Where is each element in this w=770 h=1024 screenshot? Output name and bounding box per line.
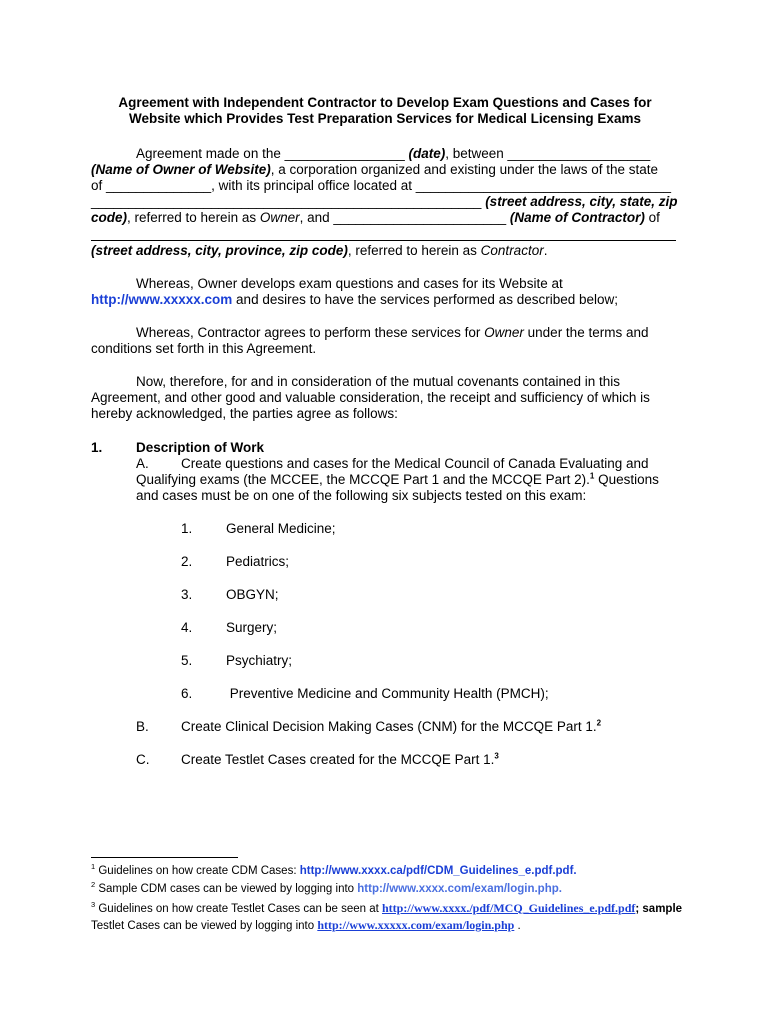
date-blank[interactable]: ________________ — [284, 146, 405, 161]
contractor-address-rule[interactable] — [91, 240, 676, 241]
footnote-3-line-2 — [91, 918, 521, 933]
contractor-name-blank[interactable]: _______________________ — [333, 210, 507, 225]
whereas-2-line-1 — [91, 325, 648, 341]
text: , and — [299, 210, 334, 225]
text: Agreement made on the — [136, 146, 285, 161]
intro-line-3 — [91, 178, 671, 194]
item-a-letter: A. — [136, 456, 149, 471]
item-b-letter: B. — [136, 719, 149, 734]
text: of — [91, 178, 107, 193]
cdm-login-link[interactable]: http://www.xxxx.com/exam/login.php. — [357, 883, 562, 895]
whereas-1-line-2 — [91, 292, 618, 308]
footnote-ref-1[interactable]: 1 — [589, 471, 595, 481]
footnote-number: 1 — [91, 862, 96, 872]
contractor-label: (Name of Contractor) — [509, 210, 645, 225]
footnote-3 — [91, 901, 682, 916]
text: , with its principal office located at — [211, 178, 416, 193]
whereas-2-line-2: conditions set forth in this Agreement. — [91, 341, 317, 356]
subject-number: 2. — [181, 554, 193, 569]
subject-psychiatry: Psychiatry; — [226, 653, 293, 668]
text: and desires to have the services performed as described below; — [232, 292, 619, 307]
subject-surgery: Surgery; — [226, 620, 278, 635]
subject-obgyn: OBGYN; — [226, 587, 279, 602]
subject-pediatrics: Pediatrics; — [226, 554, 290, 569]
footnote-1 — [91, 864, 577, 878]
footnote-number: 3 — [91, 900, 96, 910]
text: , a corporation organized and existing under the laws of the state — [270, 162, 659, 177]
subject-general-medicine: General Medicine; — [226, 521, 336, 536]
contractor-address-label: (street address, city, province, zip code) — [91, 243, 348, 258]
footnote-separator — [91, 857, 238, 858]
now-line-2: Agreement, and other good and valuable consideration, the receipt and sufficiency of which is — [91, 390, 650, 405]
owner-label: (Name of Owner of Website) — [91, 162, 271, 177]
text: , referred to herein as — [127, 210, 260, 225]
text: , between — [445, 146, 508, 161]
text: . — [543, 243, 548, 258]
text: Now, therefore, for and in consideration of the mutual covenants contained in this — [136, 374, 621, 389]
text: of — [644, 210, 660, 225]
subject-number: 3. — [181, 587, 193, 602]
text: Whereas, Owner develops exam questions and cases for its Website at — [136, 276, 563, 291]
subject-number: 6. — [181, 686, 193, 701]
subject-number: 1. — [181, 521, 193, 536]
footnote-2 — [91, 882, 562, 896]
website-link[interactable]: http://www.xxxxx.com — [91, 292, 233, 307]
document-title-line-1: Agreement with Independent Contractor to Develop Exam Questions and Cases for — [118, 95, 652, 110]
text: Questions — [594, 472, 659, 487]
now-line-3: hereby acknowledged, the parties agree as follows: — [91, 406, 398, 421]
text: Guidelines on how create Testlet Cases can be seen at — [95, 903, 382, 915]
text: . — [514, 920, 521, 932]
subject-number: 4. — [181, 620, 193, 635]
intro-line-5 — [91, 210, 660, 226]
text: Testlet Cases can be viewed by logging into — [91, 920, 318, 932]
footnote-ref-3[interactable]: 3 — [494, 751, 499, 761]
text: Guidelines on how create CDM Cases: — [95, 865, 300, 877]
item-a-line-1: Create questions and cases for the Medical Council of Canada Evaluating and — [181, 456, 649, 471]
whereas-1-line-1 — [91, 276, 563, 292]
intro-line-2 — [91, 162, 658, 178]
document-title-line-2: Website which Provides Test Preparation Services for Medical Licensing Exams — [129, 111, 641, 126]
owner-word: Owner — [259, 210, 300, 225]
intro-line-6 — [91, 243, 547, 259]
text: Create Testlet Cases created for the MCCQE Part 1. — [181, 752, 495, 767]
text: Create Clinical Decision Making Cases (CNM) for the MCCQE Part 1. — [181, 719, 597, 734]
item-b-text — [181, 719, 601, 735]
owner-blank[interactable]: ___________________ — [507, 146, 651, 161]
text: Sample CDM cases can be viewed by logging into — [95, 883, 358, 895]
cdm-guidelines-link[interactable]: http://www.xxxx.ca/pdf/CDM_Guidelines_e.pdf.pdf. — [299, 865, 577, 877]
owner-address-label-end: code) — [91, 210, 128, 225]
date-label: (date) — [408, 146, 446, 161]
now-line-1 — [91, 374, 620, 390]
section-1-number: 1. — [91, 440, 103, 455]
text: , referred to herein as — [347, 243, 481, 258]
owner-address-label: (street address, city, state, zip — [485, 194, 678, 209]
text: ; sample — [635, 903, 683, 915]
item-a-line-2 — [136, 472, 659, 488]
owner-address-blank-2[interactable]: ____________________________________________________ — [91, 194, 482, 209]
intro-line-1 — [91, 146, 650, 162]
intro-line-4 — [91, 194, 678, 210]
text: under the terms and — [523, 325, 649, 340]
testlet-login-link[interactable]: http://www.xxxxx.com/exam/login.php — [317, 918, 515, 932]
item-c-text — [181, 752, 499, 768]
owner-word: Owner — [484, 325, 524, 340]
item-c-letter: C. — [136, 752, 150, 767]
section-1-heading: Description of Work — [136, 440, 265, 455]
text: Whereas, Contractor agrees to perform these services for — [136, 325, 485, 340]
mcq-guidelines-link[interactable]: http://www.xxxx./pdf/MCQ_Guidelines_e.pdf.pdf — [382, 901, 636, 915]
subject-pmch: Preventive Medicine and Community Health (PMCH); — [226, 686, 549, 701]
state-blank[interactable]: ______________ — [106, 178, 212, 193]
contractor-word: Contractor — [480, 243, 544, 258]
footnote-ref-2[interactable]: 2 — [596, 718, 602, 728]
footnote-number: 2 — [91, 880, 96, 890]
subject-number: 5. — [181, 653, 193, 668]
text: Qualifying exams (the MCCEE, the MCCQE Part 1 and the MCCQE Part 2). — [136, 472, 590, 487]
owner-address-blank-1[interactable]: __________________________________ — [415, 178, 672, 193]
item-a-line-3: and cases must be on one of the following six subjects tested on this exam: — [136, 488, 587, 503]
